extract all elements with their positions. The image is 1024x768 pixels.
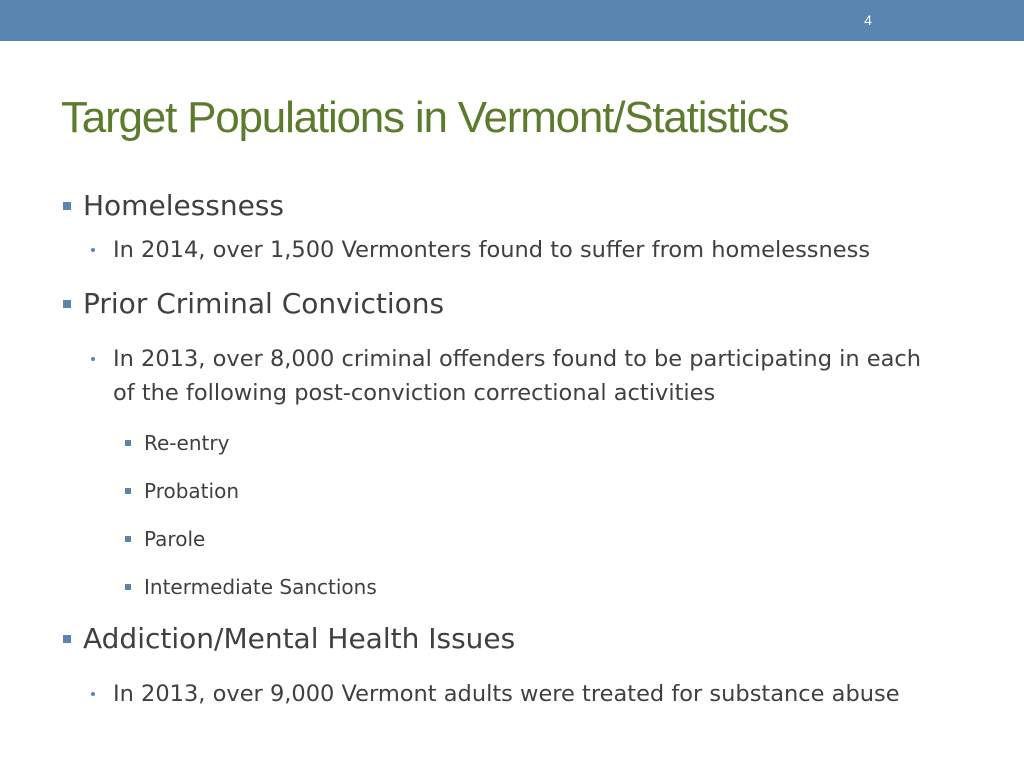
section-heading: Addiction/Mental Health Issues	[83, 622, 516, 655]
sub-bullet-homelessness-stat	[113, 233, 870, 267]
section-heading: Homelessness	[83, 189, 285, 222]
statistic-text: In 2013, over 8,000 criminal offenders found to be participating in each	[113, 346, 922, 372]
square-bullet-icon	[125, 584, 131, 590]
square-bullet-icon	[125, 488, 131, 494]
sub-bullet-addiction-stat	[113, 677, 900, 711]
activity-item-parole	[144, 525, 205, 553]
activity-item-reentry	[144, 429, 229, 457]
section-heading: Prior Criminal Convictions	[83, 287, 445, 320]
statistic-text: of the following post-conviction correctional activities	[113, 380, 716, 406]
activity-label: Intermediate Sanctions	[144, 575, 377, 599]
activity-label: Probation	[144, 479, 239, 503]
square-bullet-icon	[63, 635, 71, 643]
slide-title: Target Populations in Vermont/Statistics	[61, 93, 789, 142]
activity-label: Re-entry	[144, 431, 230, 455]
activity-item-intermediate-sanctions	[144, 573, 377, 601]
page-number: 4	[864, 12, 872, 28]
sub-bullet-convictions-stat-continued	[113, 376, 715, 410]
statistic-text: In 2014, over 1,500 Vermonters found to suffer from homelessness	[113, 237, 871, 263]
sub-bullet-convictions-stat	[113, 342, 921, 376]
bullet-item-prior-criminal-convictions	[83, 287, 444, 321]
square-bullet-icon	[125, 440, 131, 446]
dot-bullet-icon	[91, 357, 95, 361]
square-bullet-icon	[63, 300, 71, 308]
activity-label: Parole	[144, 527, 206, 551]
square-bullet-icon	[63, 202, 71, 210]
bullet-item-addiction-mental-health	[83, 622, 515, 656]
dot-bullet-icon	[91, 248, 95, 252]
square-bullet-icon	[125, 536, 131, 542]
statistic-text: In 2013, over 9,000 Vermont adults were treated for substance abuse	[113, 681, 900, 707]
bullet-item-homelessness	[83, 189, 284, 223]
activity-item-probation	[144, 477, 239, 505]
dot-bullet-icon	[91, 692, 95, 696]
